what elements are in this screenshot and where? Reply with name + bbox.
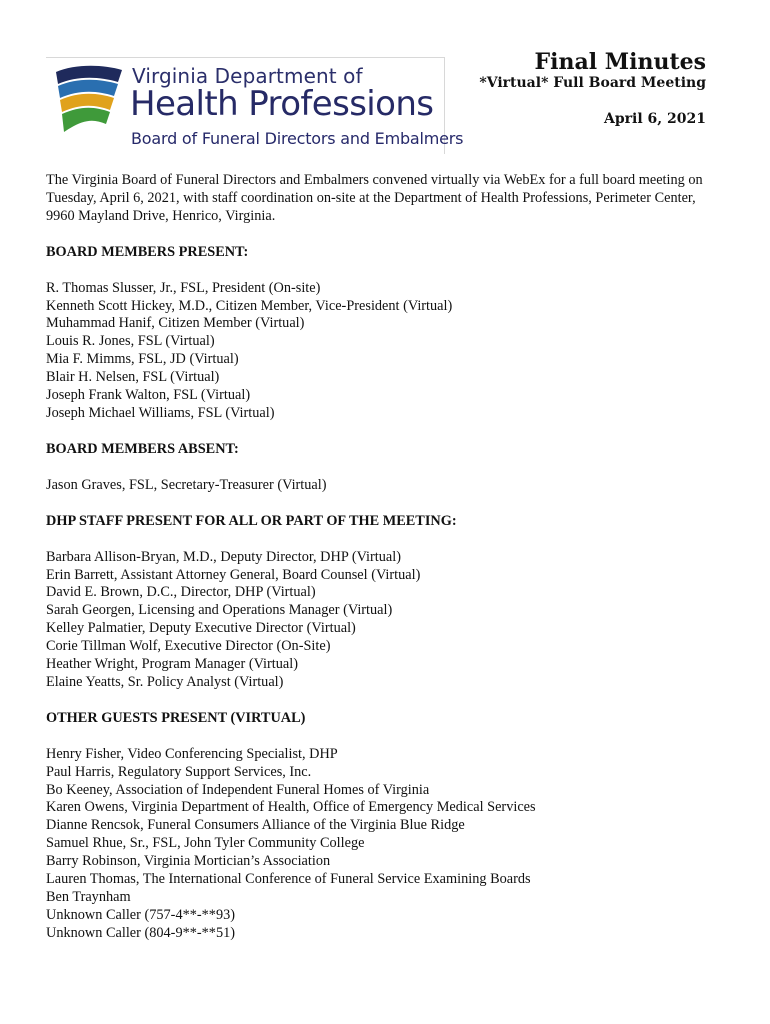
attendee-list bbox=[46, 477, 706, 495]
list-item: Blair H. Nelsen, FSL (Virtual) bbox=[46, 369, 220, 386]
meeting-date: April 6, 2021 bbox=[604, 111, 706, 127]
section-members-absent bbox=[46, 441, 706, 495]
section-heading: DHP STAFF PRESENT FOR ALL OR PART OF THE MEETING: bbox=[46, 512, 457, 529]
section-heading: OTHER GUESTS PRESENT (VIRTUAL) bbox=[46, 709, 306, 726]
list-item: Barbara Allison-Bryan, M.D., Deputy Director, DHP (Virtual) bbox=[46, 548, 401, 565]
list-item: Jason Graves, FSL, Secretary-Treasurer (Virtual) bbox=[46, 476, 327, 493]
list-item: Unknown Caller (757-4**-**93) bbox=[46, 906, 236, 923]
section-heading: BOARD MEMBERS PRESENT: bbox=[46, 243, 249, 260]
list-item: Samuel Rhue, Sr., FSL, John Tyler Community College bbox=[46, 835, 365, 852]
list-item: Kelley Palmatier, Deputy Executive Director (Virtual) bbox=[46, 620, 356, 637]
list-item: Elaine Yeatts, Sr. Policy Analyst (Virtual) bbox=[46, 673, 284, 690]
list-item: Erin Barrett, Assistant Attorney General, Board Counsel (Virtual) bbox=[46, 566, 421, 583]
section-staff-present bbox=[46, 513, 706, 692]
title-block bbox=[479, 48, 706, 128]
list-item: Barry Robinson, Virginia Mortician’s Association bbox=[46, 853, 331, 870]
list-item: Bo Keeney, Association of Independent Funeral Homes of Virginia bbox=[46, 781, 430, 798]
attendee-list bbox=[46, 280, 706, 423]
logo-text-board: Board of Funeral Directors and Embalmers bbox=[131, 129, 464, 148]
list-item: Paul Harris, Regulatory Support Services, Inc. bbox=[46, 763, 312, 780]
meeting-type: *Virtual* Full Board Meeting bbox=[479, 75, 706, 91]
list-item: David E. Brown, D.C., Director, DHP (Virtual) bbox=[46, 584, 316, 601]
page-title: Final Minutes bbox=[534, 49, 706, 75]
list-item: Ben Traynham bbox=[46, 889, 131, 905]
list-item: Mia F. Mimms, FSL, JD (Virtual) bbox=[46, 351, 239, 368]
list-item: Heather Wright, Program Manager (Virtual) bbox=[46, 656, 298, 673]
list-item: Henry Fisher, Video Conferencing Specialist, DHP bbox=[46, 745, 338, 762]
attendee-list bbox=[46, 746, 706, 943]
minutes-body bbox=[46, 172, 706, 943]
list-item: Karen Owens, Virginia Department of Health, Office of Emergency Medical Services bbox=[46, 799, 536, 816]
vdhp-logo-icon bbox=[52, 62, 124, 138]
list-item: Muhammad Hanif, Citizen Member (Virtual) bbox=[46, 315, 305, 332]
list-item: Sarah Georgen, Licensing and Operations Manager (Virtual) bbox=[46, 602, 393, 619]
list-item: Louis R. Jones, FSL (Virtual) bbox=[46, 333, 215, 350]
list-item: Dianne Rencsok, Funeral Consumers Alliance of the Virginia Blue Ridge bbox=[46, 817, 465, 834]
logo-text-department: Virginia Department of bbox=[132, 64, 363, 88]
list-item: Lauren Thomas, The International Conference of Funeral Service Examining Boards bbox=[46, 871, 531, 888]
logo-text-agency: Health Professions bbox=[130, 84, 434, 124]
list-item: Joseph Frank Walton, FSL (Virtual) bbox=[46, 387, 251, 404]
intro-paragraph: The Virginia Board of Funeral Directors and Embalmers convened virtually via WebEx for a full board meeting on Tuesday, April 6, 2021, with staff coordination on-site at the Department of Health Professions, Perimeter Center, 9960 Mayland Drive, Henrico, Virginia. bbox=[46, 172, 703, 224]
section-members-present bbox=[46, 244, 706, 423]
list-item: Joseph Michael Williams, FSL (Virtual) bbox=[46, 404, 275, 421]
attendee-list bbox=[46, 549, 706, 692]
list-item: Unknown Caller (804-9**-**51) bbox=[46, 924, 236, 941]
list-item: Kenneth Scott Hickey, M.D., Citizen Member, Vice-President (Virtual) bbox=[46, 297, 453, 314]
section-guests-present bbox=[46, 710, 706, 943]
section-heading: BOARD MEMBERS ABSENT: bbox=[46, 440, 239, 457]
list-item: R. Thomas Slusser, Jr., FSL, President (On-site) bbox=[46, 279, 321, 296]
list-item: Corie Tillman Wolf, Executive Director (On-Site) bbox=[46, 638, 331, 655]
